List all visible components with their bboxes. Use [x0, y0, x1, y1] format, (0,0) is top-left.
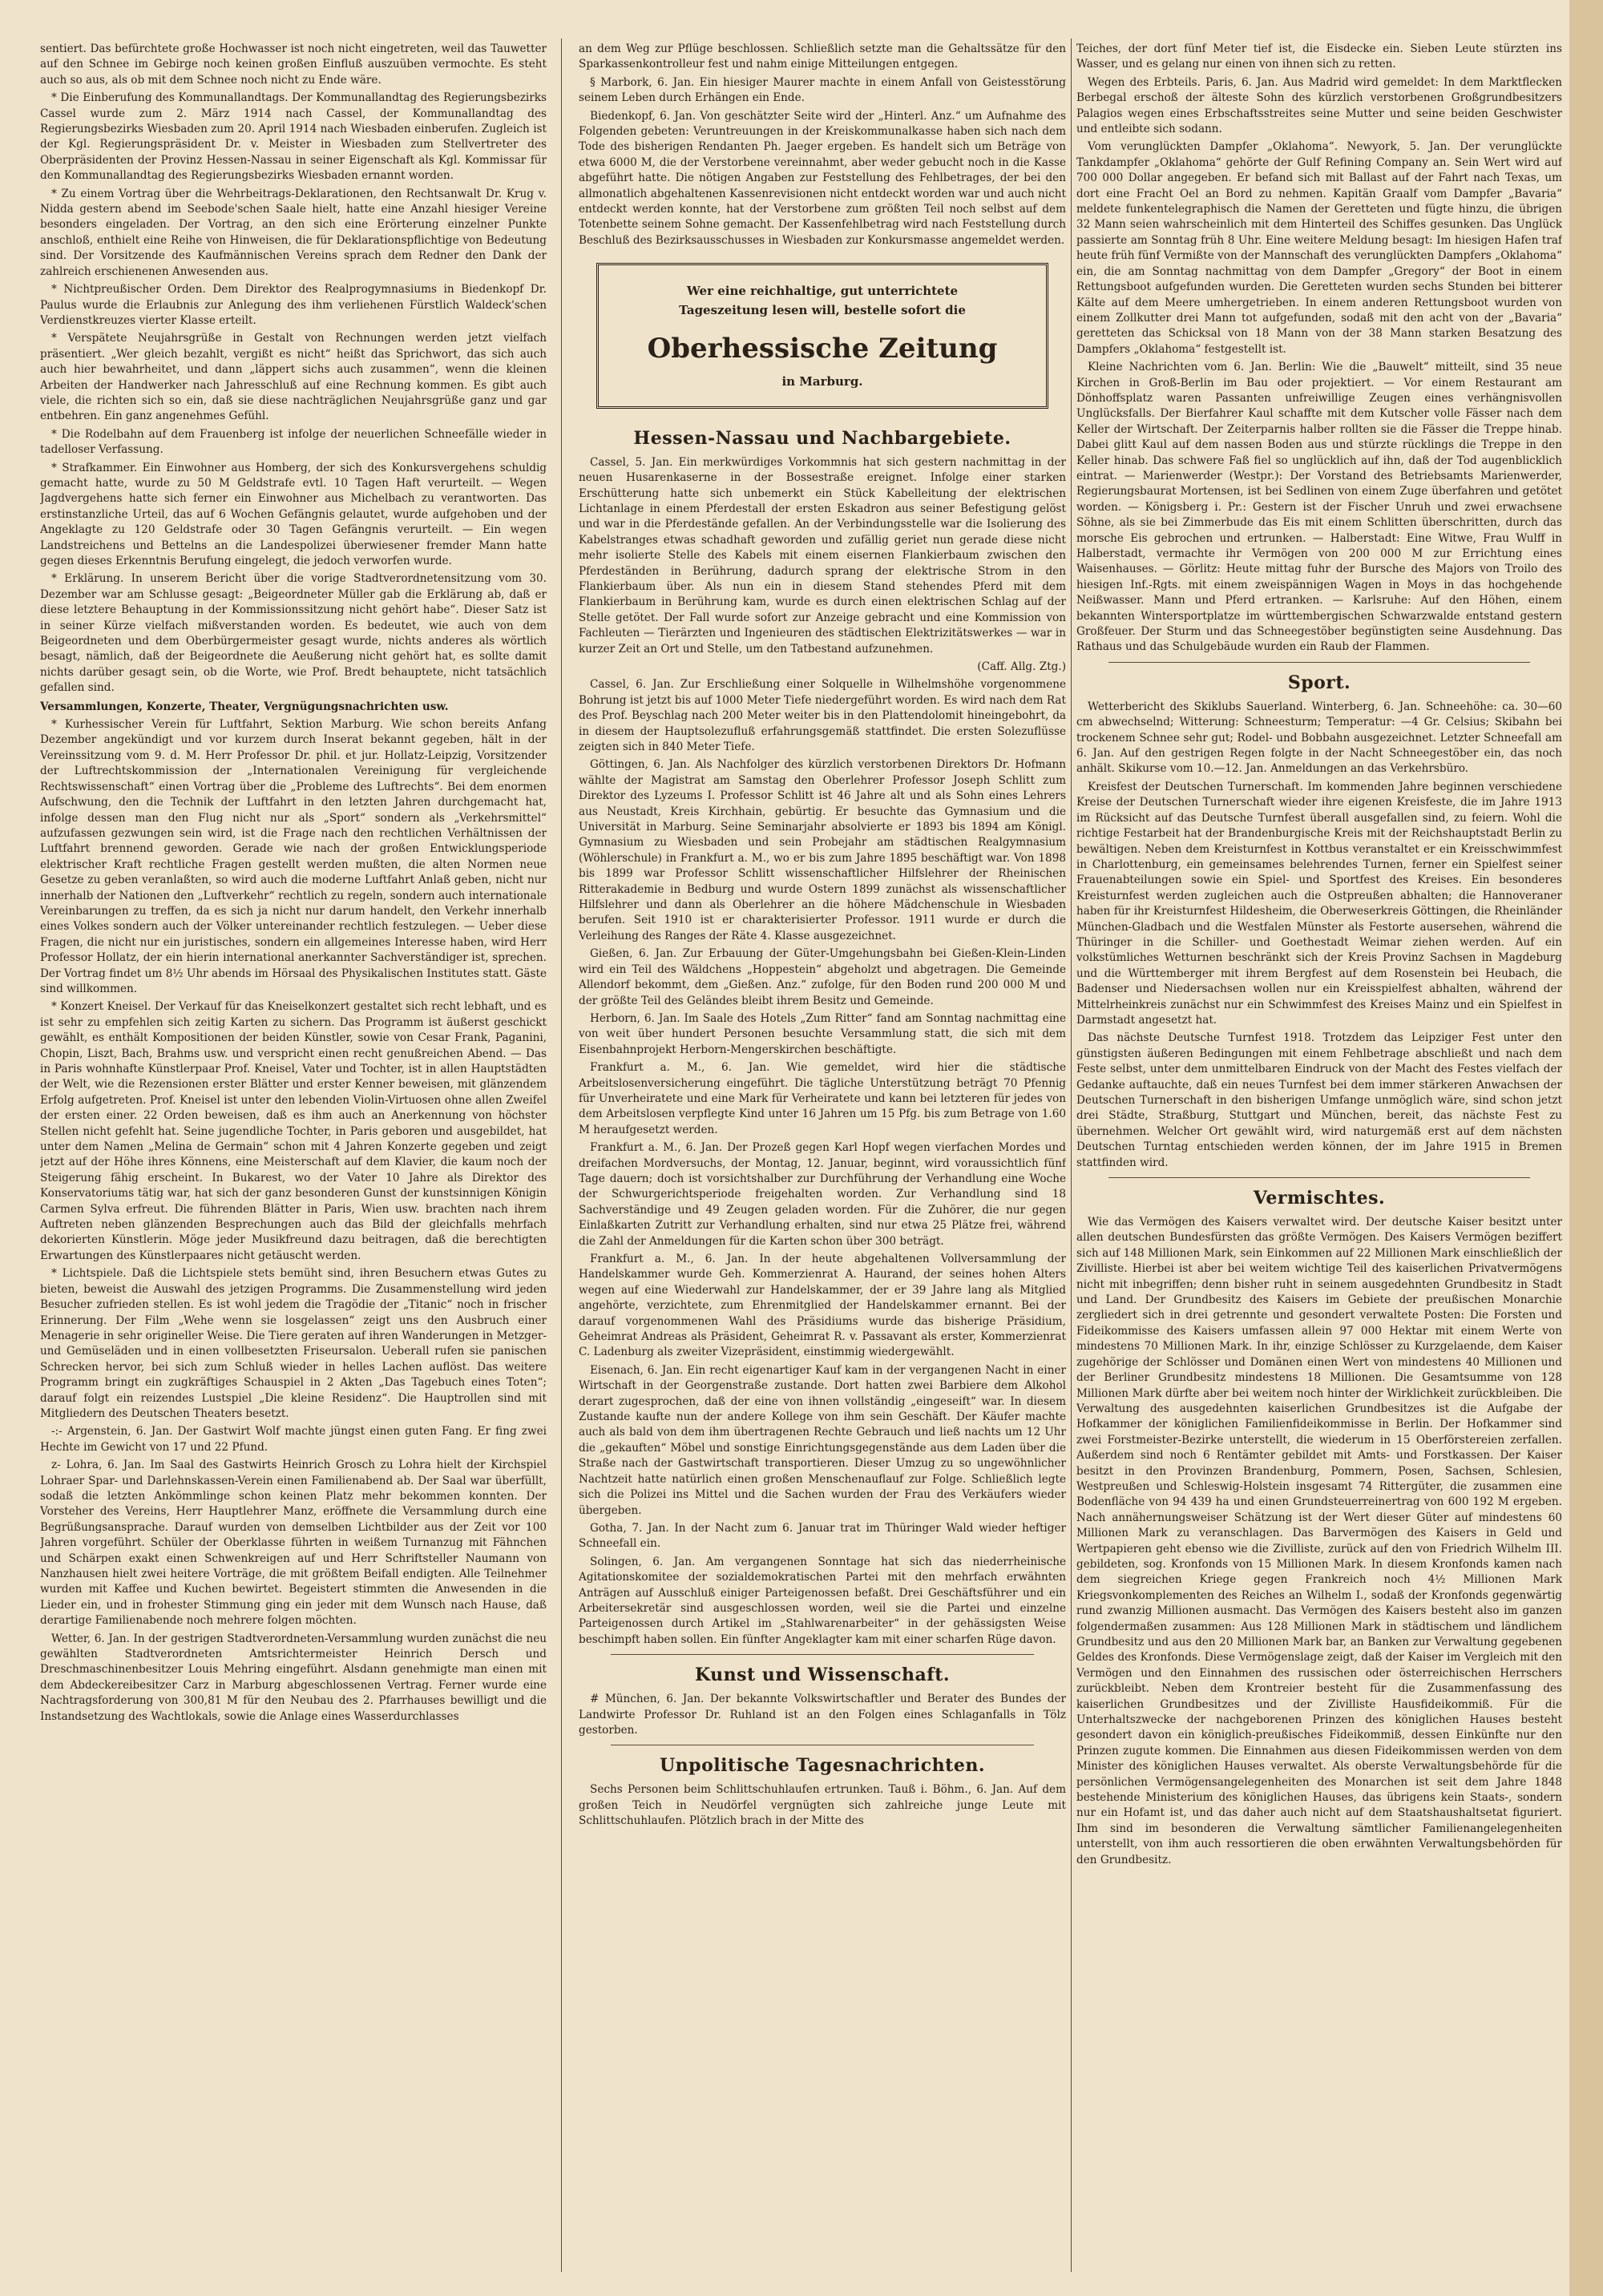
article-paragraph: * Zu einem Vortrag über die Wehrbeitrags-Deklarationen, den Rechtsanwalt Dr. Krug v. Nidda gestern abend im Seebode'schen Saale hielt, hatte eine Anzahl hiesiger Vereine besonders eingeladen. Der Vortrag, an den sich eine Erörterung einzelner Punkte anschloß, enthielt eine Reihe von Hinweisen, die für Deklarationspflichtige von Bedeutung sind. Der Vorsitzende des Kaufmännischen Vereins sprach dem Redner den Dank der zahlreich erschienenen Anwesenden aus. [40, 187, 547, 278]
ad-line: Tageszeitung lesen will, bestelle sofort die [679, 303, 966, 318]
article-paragraph: * Kurhessischer Verein für Luftfahrt, Sektion Marburg. Wie schon bereits Anfang Dezember angekündigt und vor kurzem durch Inserat bekannt gegeben, hält in der Vereinssitzung vom 9. d. M. Herr Professor Dr. phil. et jur. Hollatz-Leipzig, Vorsitzender der Luftrechtskommission der „Internationalen Vereinigung für vergleichende Rechtswissenschaft“ einen Vortrag über die „Probleme des Luftrechts“. Bei dem enormen Aufschwung, den die Technik der Luftfahrt in den letzten Jahren durchgemacht hat, infolge dessen man den Flug nicht nur als „Sport“ sondern als „Verkehrsmittel“ aufzufassen gezwungen sein wird, ist die Frage nach den rechtlichen Verhältnissen der Luftfahrt brennend geworden. Gerade wie nach der großen Entwicklungsperiode elektrischer Kraft rechtliche Fragen gestellt werden mußten, die alten Normen neue Gesetze zu geben veranlaßten, so wird auch die moderne Luftfahrt Anlaß geben, nicht nur innerhalb der Nationen den „Luftverkehr“ rechtlich zu regeln, sondern auch internationale Vereinbarungen zu treffen, da es sich ja nicht nur darum handelt, den Verkehr innerhalb eines Volkes sondern auch der Völker untereinander rechtlich festzulegen. — Ueber diese Fragen, die nicht nur ein juristisches, sondern ein allgemeines Interesse haben, wird Herr Professor Hollatz, der ein hierin international anerkannter Sachverständiger ist, sprechen. Der Vortrag findet um 8½ Uhr abends im Hörsaal des Physikalischen Institutes statt. Gäste sind willkommen. [40, 718, 547, 995]
article-paragraph: Gotha, 7. Jan. In der Nacht zum 6. Januar trat im Thüringer Wald wieder heftiger Schneefall ein. [579, 1521, 1066, 1551]
article-paragraph: Vom verunglückten Dampfer „Oklahoma“. Newyork, 5. Jan. Der verunglückte Tankdampfer „Oklahoma“ gehörte der Gulf Refining Company an. Sein Wert wird auf 700 000 Dollar angegeben. Er befand sich mit Ballast auf der Fahrt nach Texas, um dort eine Fracht Oel an Bord zu nehmen. Kapitän Graalf vom Dampfer „Bavaria“ meldete funkentelegraphisch die Namen der Geretteten und fügte hinzu, die übrigen 32 Mann seien wahrscheinlich mit dem Hinterteil des Schiffes gesunken. Das Unglück passierte am Sonntag früh 8 Uhr. Eine weitere Meldung besagt: Im hiesigen Hafen traf heute früh fünf Vermißte von der Mannschaft des verunglückten Dampfers „Oklahoma“ ein, die am Sonntag nachmittag von dem Dampfer „Gregory“ der Boot in einem Rettungsboot aufgefunden wurden. Die Geretteten wurden sechs Stunden bei bitterer Kälte auf dem Meere umhergetrieben. In einem anderen Rettungsboot wurden von einem Zollkutter drei Mann tot aufgefunden, sodaß mit den acht von der „Bavaria“ geretteten das Schicksal von 18 Mann von der 38 Mann starken Besatzung des Dampfers „Oklahoma“ festgestellt ist. [1076, 140, 1562, 356]
article-paragraph: Sechs Personen beim Schlittschuhlaufen ertrunken. Tauß i. Böhm., 6. Jan. Auf dem großen Teich in Neudörfel vergnügten sich zahlreiche junge Leute mit Schlittschuhlaufen. Plötzlich brach in der Mitte des [579, 1783, 1066, 1828]
article-paragraph: * Erklärung. In unserem Bericht über die vorige Stadtverordnetensitzung vom 30. Dezember war am Schlusse gesagt: „Beigeordneter Müller gab die Erklärung ab, daß er diese letztere Behauptung in der Kommissionssitzung nicht gehört habe“. Dieser Satz ist in seiner Kürze vielfach mißverstanden worden. Es bedeutet, wie auch von dem Beigeordneten und dem Oberbürgermeister gesagt wurde, nichts anderes als wörtlich besagt, nämlich, daß der Beigeordnete die Aeußerung nicht gehört hat, es sollte damit nichts darüber gesagt sein, ob die Worte, wie Prof. Bredt behauptete, nicht tatsächlich gefallen sind. [40, 572, 547, 695]
divider [1108, 662, 1530, 663]
page-edge [1569, 0, 1603, 2296]
article-paragraph: * Die Rodelbahn auf dem Frauenberg ist infolge der neuerlichen Schneefälle wieder in tadelloser Verfassung. [40, 427, 547, 457]
article-paragraph: Solingen, 6. Jan. Am vergangenen Sonntage hat sich das niederrheinische Agitationskomitee der sozialdemokratischen Partei mit den mehrfach erwähnten Anträgen auf Ausschluß einiger Parteigenossen befaßt. Drei Geschäftsführer und ein Arbeitersekretär sind ausgeschlossen worden, weil sie die Partei und einzelne Parteigenossen durch Artikel im „Stahlwarenarbeiter“ in der gehässigsten Weise beschimpft haben sollen. Ein fünfter Angeklagter kam mit einer scharfen Rüge davon. [579, 1555, 1066, 1646]
article-paragraph: z- Lohra, 6. Jan. Im Saal des Gastwirts Heinrich Grosch zu Lohra hielt der Kirchspiel Lohraer Spar- und Darlehnskassen-Verein einen Familienabend ab. Der Saal war überfüllt, sodaß die letzten Ankömmlinge schon keinen Platz mehr bekommen konnten. Der Vorsteher des Vereins, Herr Hauptlehrer Manz, eröffnete die Versammlung durch eine Begrüßungsansprache. Darauf wurden von demselben Lichtbilder aus der Zeit vor 100 Jahren vorgeführt. Schüler der Oberklasse führten in weißem Turnanzug mit Fähnchen und Schärpen exakt einen Schwenkreigen auf und Herr Schriftsteller Naumann von Nanzhausen hielt zwei heitere Vorträge, die mit größtem Beifall endigten. Alle Teilnehmer wurden mit Kaffee und Kuchen bewirtet. Begeistert stimmten die Anwesenden in die Lieder ein, und in frohester Stimmung ging ein jeder mit dem Wunsch nach Hause, daß derartige Familienabende noch mehrere folgen möchten. [40, 1459, 547, 1628]
article-paragraph: Cassel, 6. Jan. Zur Erschließung einer Solquelle in Wilhelmshöhe vorgenommene Bohrung ist jetzt bis auf 1000 Meter Tiefe niedergeführt worden. Es wird nach dem Rat des Prof. Beyschlag nach 200 Meter weiter bis in den Plattendolomit hineingebohrt, da in diesem der Hauptsolezufluß erfahrungsgemäß stattfindet. Die ersten Solezuflüsse zeigten sich in 840 Meter Tiefe. [579, 678, 1066, 753]
source-attribution: (Caff. Allg. Ztg.) [977, 660, 1066, 673]
article-paragraph: an dem Weg zur Pflüge beschlossen. Schließlich setzte man die Gehaltssätze für den Sparkassenkontrolleur fest und nahm einige Mitteilungen entgegen. [579, 42, 1066, 71]
article-paragraph: Das nächste Deutsche Turnfest 1918. Trotzdem das Leipziger Fest unter den günstigsten äußeren Bedingungen mit einem Fehlbetrage abschließt und nach dem Feste selbst, unter dem unmittelbaren Eindruck von der Macht des Festes vielfach der Gedanke auftauchte, daß ein neues Turnfest bei dem immer stärkeren Anwachsen der Deutschen Turnerschaft in den bisherigen Umfange unmöglich wäre, sind schon jetzt drei Städte, Straßburg, Stuttgart und München, bereit, das nächste Fest zu übernehmen. Welcher Ort gewählt wird, wird naturgemäß erst auf dem nächsten Deutschen Turntag entschieden werden können, der im Jahre 1915 in Bremen stattfinden wird. [1076, 1031, 1562, 1169]
column-middle [579, 42, 1066, 2272]
column-right [1076, 42, 1562, 2272]
section-heading: Vermischtes. [1253, 1188, 1386, 1209]
ad-line: Wer eine reichhaltige, gut unterrichtete [686, 284, 959, 299]
divider [1108, 1177, 1530, 1178]
section-heading: Kunst und Wissenschaft. [694, 1664, 951, 1686]
article-paragraph: Eisenach, 6. Jan. Ein recht eigenartiger Kauf kam in der vergangenen Nacht in einer Wirtschaft in der Georgenstraße zustande. Dort hatten zwei Barbiere dem Alkohol derart zugesprochen, daß der eine von ihnen vollständig „eingeseift“ war. In diesem Zustande kaufte nun der andere Kollege von ihm sein Geschäft. Der Käufer machte auch als bald von dem ihm übertragenen Rechte Gebrauch und ließ nachts um 12 Uhr die „gekauften“ Möbel und sonstige Einrichtungsgegenstände aus dem Laden über die Straße nach der Gastwirtschaft transportieren. Dieser Umzug zu so ungewöhnlicher Nachtzeit hatte natürlich einen großen Menschenauflauf zur Folge. Schließlich legte sich die Polizei ins Mittel und die Sachen wurden der Frau des Verkäufers wieder übergeben. [579, 1363, 1066, 1517]
divider [611, 1654, 1034, 1655]
ad-line: in Marburg. [781, 374, 863, 389]
article-paragraph: -:- Argenstein, 6. Jan. Der Gastwirt Wolf machte jüngst einen guten Fang. Er fing zwei Hechte im Gewicht von 17 und 22 Pfund. [40, 1425, 547, 1454]
article-paragraph: Frankfurt a. M., 6. Jan. Der Prozeß gegen Karl Hopf wegen vierfachen Mordes und dreifachen Mordversuchs, der Montag, 12. Januar, beginnt, wird voraussichtlich fünf Tage dauern; doch ist vorsichtshalber zur Durchführung der Verhandlung eine Woche der Schwurgerichtsperiode freigehalten worden. Zur Verhandlung sind 18 Sachverständige und 49 Zeugen geladen worden. Für die Zuhörer, die nur gegen Einlaßkarten Zutritt zur Verhandlung erhalten, sind nur etwa 25 Plätze frei, während die Zahl der Anmeldungen für die Karten schon über 300 beträgt. [579, 1141, 1066, 1248]
article-paragraph: Cassel, 5. Jan. Ein merkwürdiges Vorkommnis hat sich gestern nachmittag in der neuen Husarenkaserne in der Bossestraße ereignet. Infolge einer starken Erschütterung hatte sich unbemerkt ein Stück Kabelleitung der elektrischen Lichtanlage in einem Pferdestall der ersten Eskadron aus seiner Befestigung gelöst und war in die Pferdestände gefallen. An der Verbindungsstelle war die Isolierung des Kabelstranges etwas schadhaft geworden und zufällig geriet nun gerade diese nicht mehr isolierte Stelle des Kabels mit einem eisernen Flankierbaum zwischen den Pferdeständen in Berührung, dadurch sprang der elektrische Strom in den Flankierbaum über. Als nun ein in diesem Stand stehendes Pferd mit dem Flankierbaum in Berührung kam, wurde es durch einen elektrischen Schlag auf der Stelle getötet. Der Fall wurde sofort zur Anzeige gebracht und eine Kommission von Fachleuten — Tierärzten und Ingenieuren des städtischen Elektrizitätswerkes — war in kurzer Zeit an Ort und Stelle, um den Tatbestand aufzunehmen. [579, 455, 1066, 656]
article-paragraph: Wie das Vermögen des Kaisers verwaltet wird. Der deutsche Kaiser besitzt unter allen deutschen Bundesfürsten das größte Vermögen. Des Kaisers Vermögen beziffert sich auf 148 Millionen Mark, sein Einkommen auf 22 Millionen Mark einschließlich der Zivilliste. Hierbei ist aber bei weitem wichtige Teil des kaiserlichen Privatvermögens nicht mit inbegriffen; denn bisher ruht in seinem ausgedehnten Grundbesitz in Stadt und Land. Der Grundbesitz des Kaisers im Gebiete der preußischen Monarchie zergliedert sich in drei getrennte und gesondert verwaltete Posten: Die Forsten und Fideikommisse des Kaisers umfassen allein 97 000 Hektar mit einem Werte von mindestens 70 Millionen Mark. In ihr, einzige Schlösser zu Kurzgelaende, dem Kaiser zugehörige der Schlösser und Domänen einen Wert von mindestens 40 Millionen und der Berliner Grundbesitz mindestens 18 Millionen. Die Gesamtsumme von 128 Millionen Mark dürfte aber bei weitem noch hinter der Wirklichkeit zurückbleiben. Die Verwaltung des ausgedehnten kaiserlichen Grundbesitzes ist die Aufgabe der Hofkammer der königlichen Familienfideikommisse in Berlin. Der Hofkammer sind zwei Forstmeister-Bezirke unterstellt, die wiederum in 15 Oberförstereien zerfallen. Außerdem sind noch 6 Rentämter gebildet mit Amts- und Forstkassen. Der Kaiser besitzt in den Provinzen Brandenburg, Pommern, Posen, Sachsen, Schlesien, Westpreußen und Schleswig-Holstein insgesamt 74 Rittergüter, die zusammen eine Bodenfläche von 94 439 ha und einen Grundsteuerreinertrag von 600 192 M ergeben. Nach annähernungsweiser Schätzung ist der Wert dieser Güter auf mindestens 60 Millionen Mark zu veranschlagen. Das Barvermögen des Kaisers in Geld und Wertpapieren geht ebenso wie die Zivilliste, zurück auf den von Friedrich Wilhelm III. gebildeten, sog. Kronfonds von 15 Millionen Mark. In diesem Kronfonds kamen nach dem siegreichen Kriege gegen Frankreich noch 4½ Millionen Mark Kriegsvonkomplementen des Reiches an Wilhelm I., sodaß der Kronfonds gegenwärtig rund zwanzig Millionen ausmacht. Das Vermögen des Kaisers besteht also im ganzen folgendermaßen zusammen: Aus 128 Millionen Mark in städtischem und ländlichem Grundbesitz und aus den 20 Millionen Mark bar, an Banken zur Verwaltung gegebenen Geldes des Kronfonds. Diese Vermögenslage zeigt, daß der Kaiser im Vergleich mit den Vermögen und den Einnahmen des russischen oder österreichischen Herrschers zurückbleibt. Neben dem Krontreier besteht für die Zusammenfassung des kaiserlichen Grundbesitzes und der Zivilliste Hausfideikommiß. Für die Unterhaltszwecke der nachgeborenen Prinzen des königlichen Hauses besteht gesondert davon ein königlich-preußisches Fideikommiß, dessen Einkünfte nur den Prinzen zugute kommen. Die Einnahmen aus diesen Fideikommissen werden von dem Minister des königlichen Hauses verwaltet. Als oberste Verwaltungsbehörde für die persönlichen Vermögensangelegenheiten des Monarchen ist seit dem Jahre 1848 bestehende Ministerium des königlichen Hauses, das übrigens kein Staats-, sondern nur ein Hofamt ist, und das daher auch nicht auf dem Staatshaushaltsetat figuriert. Ihm sind im besonderen die Verwaltung sämtlicher Familienangelegenheiten unterstellt, von ihm auch ressortieren die oben erwähnten Verwaltungsbehörden für den Grundbesitz. [1076, 1216, 1562, 1866]
article-paragraph: sentiert. Das befürchtete große Hochwasser ist noch nicht eingetreten, weil das Tauwetter auf den Schnee im Gebirge noch keinen großen Einfluß auszuüben vermochte. Es steht auch so aus, als ob mit dem Schnee noch nicht zu Ende wäre. [40, 42, 547, 87]
article-paragraph: Wetterbericht des Skiklubs Sauerland. Winterberg, 6. Jan. Schneehöhe: ca. 30—60 cm abwechselnd; Witterung: Schneesturm; Temperatur: —4 Gr. Celsius; Skibahn bei trockenem Schnee sehr gut; Rodel- und Bobbahn ausgezeichnet. Letzter Schneefall am 6. Jan. Auf den gestrigen Regen folgte in der Nacht Schneegestöber ein, das noch anhält. Skikurse vom 10.—12. Jan. Anmeldungen an das Verkehrsbüro. [1076, 700, 1562, 776]
advertisement-box [596, 263, 1048, 408]
article-paragraph: Wegen des Erbteils. Paris, 6. Jan. Aus Madrid wird gemeldet: In dem Marktflecken Berbegal erschoß der älteste Sohn des kürzlich verstorbenen Großgrundbesitzers Palagios wegen eines Erbschaftsstreites seine Mutter und seine beiden Geschwister und entleibte sich sodann. [1076, 75, 1562, 136]
column-divider [1071, 38, 1072, 2272]
article-paragraph: Teiches, der dort fünf Meter tief ist, die Eisdecke ein. Sieben Leute stürzten ins Wasser, und es gelang nur einen von ihnen sich zu retten. [1076, 42, 1562, 71]
section-heading: Sport. [1287, 672, 1351, 693]
article-paragraph: Gießen, 6. Jan. Zur Erbauung der Güter-Umgehungsbahn bei Gießen-Klein-Linden wird ein Teil des Wäldchens „Hoppestein“ abgeholzt und abgetragen. Die Gemeinde Allendorf bekommt, dem „Gießen. Anz.“ zufolge, für den Boden rund 200 000 M und der größte Teil des Geländes bleibt ihrem Besitz und Gemeinde. [579, 947, 1066, 1007]
article-paragraph: * Lichtspiele. Daß die Lichtspiele stets bemüht sind, ihren Besuchern etwas Gutes zu bieten, beweist die Auswahl des jetzigen Programms. Die Zusammenstellung wird jeden Besucher zufrieden stellen. Es ist wohl jedem die Tragödie der „Titanic“ noch in frischer Erinnerung. Der Film „Wehe wenn sie losgelassen“ zeigt uns den Ausbruch einer Menagerie in sehr origineller Weise. Die Tiere geraten auf ihren Wanderungen in Metzger- und Gemüseläden und in einen vollbesetzten Friseursalon. Ueberall rufen sie panischen Schrecken hervor, bei sich zum Schluß wieder in helles Lachen auflöst. Das weitere Programm bringt ein zugkräftiges Schauspiel in 2 Akten „Das Tagebuch eines Toten“; darauf folgt ein reizendes Lustspiel „Die kleine Residenz“. Die Hauptrollen sind mit Mitgliedern des Deutschen Theaters besetzt. [40, 1267, 547, 1420]
section-subheading: Versammlungen, Konzerte, Theater, Vergnügungsnachrichten usw. [40, 700, 449, 713]
article-paragraph: Wetter, 6. Jan. In der gestrigen Stadtverordneten-Versammlung wurden zunächst die neu gewählten Stadtverordneten Amtsrichtermeister Heinrich Dersch und Dreschmaschinenbesitzer Louis Mehring eingeführt. Alsdann genehmigte man einen mit dem Abdeckereibesitzer Carz in Marburg abgeschlossenen Vertrag. Ferner wurde eine Nachtragsforderung von 300,81 M für den Neubau des 2. Pfarrhauses bewilligt und die Instandsetzung des Wachtlokals, sowie die Anlage eines Wasserdurchlasses [40, 1632, 547, 1723]
article-paragraph: * Nichtpreußischer Orden. Dem Direktor des Realprogymnasiums in Biedenkopf Dr. Paulus wurde die Erlaubnis zur Anlegung des ihm verliehenen Fürstlich Waldeck'schen Verdienstkreuzes vierter Klasse erteilt. [40, 283, 547, 327]
section-heading: Hessen-Nassau und Nachbargebiete. [633, 427, 1011, 449]
column-divider [561, 38, 562, 2272]
article-paragraph: Herborn, 6. Jan. Im Saale des Hotels „Zum Ritter“ fand am Sonntag nachmittag eine von weit über hundert Personen besuchte Versammlung statt, die sich mit dem Eisenbahnprojekt Herborn-Mengerskirchen beschäftigte. [579, 1011, 1066, 1056]
article-paragraph: Kleine Nachrichten vom 6. Jan. Berlin: Wie die „Bauwelt“ mitteilt, sind 35 neue Kirchen in Groß-Berlin im Bau oder projektiert. — Vor einem Restaurant am Dönhoffsplatz waren Passanten unfreiwillige Zeugen eines verhängnisvollen Unglücksfalls. Der Bierfahrer Kaul schaffte mit dem Kutscher volle Fässer nach dem Keller der Wirtschaft. Der Zeiterparnis halber rollten sie die Fässer die Treppe hinab. Dabei glitt Kaul auf dem nassen Boden aus und stürzte rücklings die Treppe in den Keller hinab. Das schwere Faß fiel so unglücklich auf ihn, daß der Tod augenblicklich eintrat. — Marienwerder (Westpr.): Der Vorstand des Betriebsamts Marienwerder, Regierungsbaurat Mortensen, ist bei Sedlinen von einem Zuge überfahren und getötet worden. — Königsberg i. Pr.: Gestern ist der Fischer Unruh und zwei erwachsene Söhne, als sie bei Zimmerbude das Eis mit einem Schlitten überschritten, durch das morsche Eis gebrochen und ertrunken. — Halberstadt: Eine Witwe, Frau Wulff in Halberstadt, vermachte ihr Vermögen von 200 000 M zur Errichtung eines Waisenhauses. — Görlitz: Heute mittag fuhr der Bursche des Majors von Troilo des hiesigen Inf.-Rgts. mit einem zweispännigen Wagen in Moys in das hochgehende Neißwasser. Mann und Pferd ertranken. — Karlsruhe: Auf den Höhen, einem bekannten Wintersportplatze im württembergischen Schwarzwalde entstand gestern Großfeuer. Der Sturm und das Schneegestöber begünstigten seine Ausdehnung. Das Rathaus und das Schulgebäude wurden ein Raub der Flammen. [1076, 361, 1562, 654]
article-paragraph: § Marbork, 6. Jan. Ein hiesiger Maurer machte in einem Anfall von Geistesstörung seinem Leben durch Erhängen ein Ende. [579, 75, 1066, 105]
column-left [40, 42, 547, 2272]
article-paragraph: * Die Einberufung des Kommunallandtags. Der Kommunallandtag des Regierungsbezirks Cassel wurde zum 2. März 1914 nach Cassel, der Kommunallandtag des Regierungsbezirks Wiesbaden zum 20. April 1914 nach Wiesbaden einberufen. Zugleich ist der Kgl. Regierungspräsident Dr. v. Meister in Wiesbaden zum Stellvertreter des Oberpräsidenten der Provinz Hessen-Nassau in seiner Eigenschaft als Kgl. Kommissar für den Kommunallandtag des Regierungsbezirks Wiesbaden ernannt worden. [40, 91, 547, 183]
article-paragraph: * Verspätete Neujahrsgrüße in Gestalt von Rechnungen werden jetzt vielfach präsentiert. „Wer gleich bezahlt, vergißt es nicht“ heißt das Sprichwort, das sich auch auch hier bewahrheitet, und dann „läppert sichs auch zusammen“, wenn die kleinen Arbeiten der Handwerker nach Jahresschluß auf eine Rechnung kommen. Es gibt auch viele, die richten sich so ein, daß sie diese nachträglichen Neujahrsgrüße ganz und gar entbehren. Ein ganz angenehmes Gefühl. [40, 332, 547, 423]
article-paragraph: # München, 6. Jan. Der bekannte Volkswirtschaftler und Berater des Bundes der Landwirte Professor Dr. Ruhland ist an den Folgen eines Schlaganfalls in Tölz gestorben. [579, 1693, 1066, 1737]
ad-newspaper-title: Oberhessische Zeitung [647, 333, 998, 365]
article-paragraph: * Konzert Kneisel. Der Verkauf für das Kneiselkonzert gestaltet sich recht lebhaft, und es ist sehr zu empfehlen sich zeitig Karten zu sichern. Das Programm ist äußerst geschickt gewählt, es enthält Kompositionen der beiden Künstler, sowie von Cesar Frank, Paganini, Chopin, Liszt, Bach, Brahms usw. und verspricht einen recht genußreichen Abend. — Das in Paris wohnhafte Künstlerpaar Prof. Kneisel, Vater und Tochter, ist in allen Hauptstädten der Welt, wie die Rezensionen erster Blätter und erster Kenner beweisen, mit glänzendem Erfolg aufgetreten. Prof. Kneisel ist unter den lebenden Violin-Virtuosen ohne allen Zweifel der ersten einer. 22 Orden beweisen, daß es ihm auch an Anerkennung von höchster Stellen nicht gefehlt hat. Seine jugendliche Tochter, in Paris geboren und ausgebildet, hat unter dem Namen „Melina de Germain“ schon mit 4 Jahren Konzerte gegeben und zeigt jetzt auf der Höhe ihres Könnens, eine Meisterschaft auf dem Klavier, die kaum noch der Steigerung fähig erscheint. In Bukarest, wo der Vater 10 Jahre als Direktor des Konservatoriums tätig war, hat sich der ganz besonderen Gunst der kunstsinnigen Königin Carmen Sylva erfreut. Die führenden Blätter in Paris, Wien usw. brachten nach ihrem Auftreten neben glänzenden Besprechungen auch das Bild der gleichfalls mehrfach dekorierten Künstlerin. Möge jeder Musikfreund dazu beitragen, daß die berechtigten Erwartungen des Künstlerpaares nicht getäuscht werden. [40, 1000, 547, 1262]
article-paragraph: Frankfurt a. M., 6. Jan. Wie gemeldet, wird hier die städtische Arbeitslosenversicherung eingeführt. Die tägliche Unterstützung beträgt 70 Pfennig für Unverheiratete und eine Mark für Verheiratete und kann bei letzteren für jedes von dem Arbeitslosen verpflegte Kind unter 16 Jahren um 15 Pfg. bis zum Betrage von 1.60 M heraufgesetzt werden. [579, 1061, 1066, 1136]
article-paragraph: Biedenkopf, 6. Jan. Von geschätzter Seite wird der „Hinterl. Anz.“ um Aufnahme des Folgenden gebeten: Veruntreuungen in der Kreiskommunalkasse haben sich nach dem Tode des bisherigen Rendanten Ph. Jaeger ergeben. Es handelt sich um Beträge von etwa 6000 M, die der Verstorbene vereinnahmt, aber weder gebucht noch in die Kasse abgeführt hatte. Die nötigen Angaben zur Feststellung des Fehlbetrages, der bei den allmonatlich abgehaltenen Kassenrevisionen nicht entdeckt worden war und auch nicht entdeckt werden konnte, hat der Verstorbene zum größten Teil noch selbst auf dem Totenbette seinem Sohne gemacht. Der Kassenfehlbetrag wird nach Feststellung durch Beschluß des Bezirksausschusses in Wiesbaden zur Konkursmasse angemeldet werden. [579, 109, 1066, 247]
section-heading: Unpolitische Tagesnachrichten. [660, 1755, 985, 1777]
article-paragraph: * Strafkammer. Ein Einwohner aus Homberg, der sich des Konkursvergehens schuldig gemacht hatte, wurde zu 50 M Geldstrafe evtl. 10 Tagen Haft verurteilt. — Wegen Jagdvergehens hatte sich ferner ein Einwohner aus Michelbach zu verantworten. Das erstinstanzliche Urteil, das auf 6 Wochen Gefängnis gelautet, wurde aufgehoben und der Angeklagte zu 120 Geldstrafe oder 30 Tagen Gefängnis verurteilt. — Ein wegen Landstreichens und Bettelns an die Landespolizei überwiesener fremder Mann hatte gegen dieses Erkenntnis Berufung eingelegt, die jedoch verworfen wurde. [40, 461, 547, 567]
article-paragraph: Frankfurt a. M., 6. Jan. In der heute abgehaltenen Vollversammlung der Handelskammer wurde Geh. Kommerzienrat A. Haurand, der seines hohen Alters wegen auf eine Wiederwahl zur Handelskammer, der er 39 Jahre lang als Mitglied angehörte, verzichtete, zum Ehrenmitglied der Handelskammer ernannt. Bei der darauf vorgenommenen Wahl des Präsidiums wurde das bisherige Präsidium, Geheimrat Andreas als Präsident, Geheimrat R. v. Passavant als erster, Kommerzienrat C. Ladenburg als zweiter Vizepräsident, einstimmig wiedergewählt. [579, 1253, 1066, 1359]
article-paragraph: Kreisfest der Deutschen Turnerschaft. Im kommenden Jahre beginnen verschiedene Kreise der Deutschen Turnerschaft wieder ihre eigenen Kreisfeste, die im Jahre 1913 im Rücksicht auf das Deutsche Turnfest überall ausgefallen sind, zu feiern. Wohl die richtige Festarbeit hat der Brandenburgische Kreis mit der Reichshauptstadt Berlin zu bewältigen. Neben dem Kreisturnfest in Kottbus veranstaltet er ein Kreisschwimmfest in Charlottenburg, ein gemeinsames belehrendes Turnen, ferner ein Spielfest seiner Frauenabteilungen sowie ein Spiel- und Sportfest des Kreises. Ein besonderes Kreisturnfest werden zugleichen auch die Ostpreußen abhalten; die Hannoveraner haben für ihr Kreisturnfest Hildesheim, die Oberweserkreis Göttingen, die Rheinländer München-Gladbach und die Westfalen Münster als Festorte ausersehen, während die Thüringer in die Schiller- und Goethestadt Weimar ziehen werden. Auf ein volkstümliches Wetturnen beschränkt sich der Kreis Provinz Sachsen in Magdeburg und die Württemberger mit ihrem Bergfest auf dem Rosenstein bei Heubach, die Badenser und Niedersachsen wollen nur ein Kreisspielfest abhalten, während der Mittelrheinkreis zunächst nur ein Schwimmfest des Kreises Mainz und ein Spielfest in Darmstadt angesetzt hat. [1076, 780, 1562, 1027]
article-paragraph: Göttingen, 6. Jan. Als Nachfolger des kürzlich verstorbenen Direktors Dr. Hofmann wählte der Magistrat am Samstag den Oberlehrer Professor Joseph Schlitt zum Direktor des Lyzeums I. Professor Schlitt ist 46 Jahre alt und als Sohn eines Lehrers aus Neustadt, Kreis Kirchhain, gebürtig. Er besuchte das Gymnasium und die Universität in Marburg. Seine Seminarjahr absolvierte er 1893 bis 1894 am Königl. Gymnasium zu Wiesbaden und sein Probejahr am städtischen Realgymnasium (Wöhlerschule) in Frankfurt a. M., wo er bis zum Jahre 1895 beschäftigt war. Von 1898 bis 1899 war Professor Schlitt wissenschaftlicher Hilfslehrer der Rheinischen Ritterakademie in Bedburg und wurde Ostern 1899 zunächst als wissenschaftlicher Hilfslehrer und dann als Oberlehrer an die höhere Mädchenschule in Wiesbaden berufen. Seit 1910 ist er charakterisierter Professor. 1911 wurde er durch die Verleihung des Ranges der Räte 4. Klasse ausgezeichnet. [579, 758, 1066, 942]
